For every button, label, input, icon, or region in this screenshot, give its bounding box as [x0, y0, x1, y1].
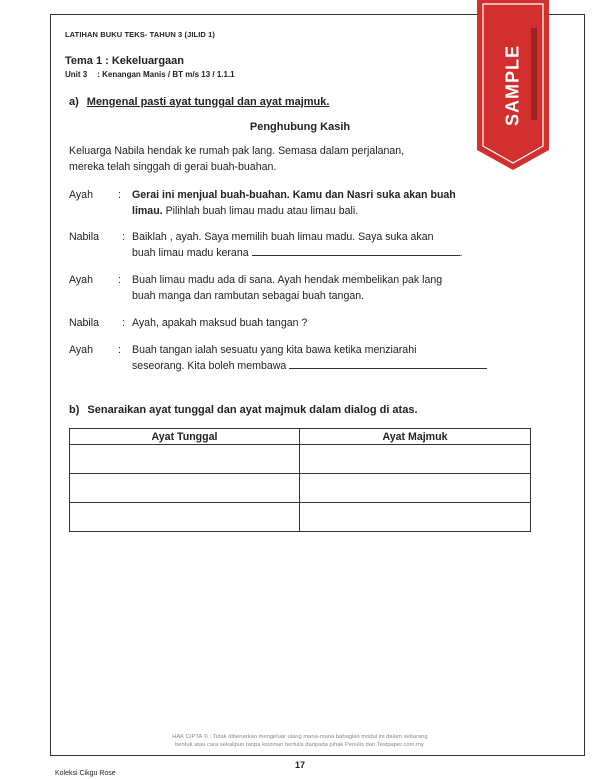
page-number: 17	[294, 760, 305, 770]
table-cell[interactable]	[300, 503, 531, 532]
dialog-text-line: Baiklah , ayah. Saya memilih buah limau madu. Saya suka akan	[132, 231, 434, 243]
speaker: Nabila	[69, 317, 100, 329]
dialog-text-line: Buah limau madu ada di sana. Ayah hendak membelikan pak lang	[132, 274, 443, 286]
paragraph-line: mereka telah singgah di gerai buah-buahan.	[69, 161, 277, 173]
table-row	[70, 474, 531, 503]
dialog-text-line: Gerai ini menjual buah-buahan. Kamu dan Nasri suka akan buah	[132, 189, 456, 201]
speaker: Ayah	[69, 274, 93, 286]
theme-title: Tema 1 : Kekeluargaan	[65, 55, 185, 67]
speaker-colon: :	[118, 189, 121, 201]
speaker: Nabila	[69, 231, 100, 243]
section-b-heading	[69, 404, 418, 416]
header-ayat-tunggal: Ayat Tunggal	[70, 429, 300, 445]
speaker-colon: :	[118, 274, 121, 286]
dialog-text	[132, 229, 532, 261]
dialog-text-line: seseorang. Kita boleh membawa	[132, 360, 287, 372]
dialog-text	[132, 272, 532, 304]
section-a-marker: a)	[69, 96, 79, 108]
dialog-text-line: Buah tangan ialah sesuatu yang kita bawa ketika menziarahi	[132, 344, 417, 356]
section-a-title: Mengenal pasti ayat tunggal dan ayat majmuk.	[86, 96, 330, 108]
dialog-text	[132, 315, 532, 331]
paragraph-line: Keluarga Nabila hendak ke rumah pak lang. Semasa dalam perjalanan,	[69, 145, 405, 157]
answer-blank[interactable]	[289, 359, 487, 369]
copyright-line: HAK CIPTA © : Tidak dibenarkan mengeluar ulang mana-mana bahagian modul ini dalam sebarang	[172, 734, 428, 740]
speaker: Ayah	[69, 189, 93, 201]
footer-credit: Koleksi Cikgu Rose	[55, 770, 116, 777]
document-header: LATIHAN BUKU TEKS- TAHUN 3 (JILID 1)	[65, 30, 215, 39]
table-cell[interactable]	[300, 445, 531, 474]
table-cell[interactable]	[70, 503, 300, 532]
section-a-heading	[69, 96, 329, 108]
speaker-colon: :	[122, 231, 125, 243]
table-cell[interactable]	[300, 474, 531, 503]
dialog-text-bold: limau.	[132, 205, 163, 217]
sentence-end: .	[459, 247, 463, 259]
dialog-text-line: buah limau madu kerana	[132, 247, 249, 259]
table-cell[interactable]	[70, 474, 300, 503]
section-b-marker: b)	[69, 404, 80, 416]
dialog-text	[132, 342, 532, 374]
dialog-text-line: buah manga dan rambutan sebagai buah tangan.	[132, 290, 365, 302]
story-title: Penghubung Kasih	[249, 121, 351, 133]
answer-blank[interactable]	[252, 246, 460, 256]
unit-line	[65, 70, 235, 79]
speaker-colon: :	[118, 344, 121, 356]
table-cell[interactable]	[70, 445, 300, 474]
table-row	[70, 445, 531, 474]
answer-table	[69, 428, 531, 532]
unit-label: Unit 3	[65, 70, 88, 79]
table-header-row	[70, 429, 531, 445]
copyright-line: bentuk atau cara sekalipun tanpa keizinan bertulis daripada pihak Penulis dan Testpaper.com.my.	[175, 742, 425, 748]
unit-detail: : Kenangan Manis / BT m/s 13 / 1.1.1	[97, 70, 235, 79]
dialog-text-line: Ayah, apakah maksud buah tangan ?	[132, 317, 308, 329]
copyright-notice	[0, 733, 600, 749]
dialog-text-rest: Pilihlah buah limau madu atau limau bali.	[162, 205, 359, 217]
speaker-colon: :	[122, 317, 125, 329]
stamp-label: SAMPLE	[502, 45, 523, 127]
dialog-text	[132, 187, 532, 219]
section-b-title: Senaraikan ayat tunggal dan ayat majmuk dalam dialog di atas.	[87, 404, 418, 416]
table-row	[70, 503, 531, 532]
story-paragraph	[69, 143, 489, 175]
header-ayat-majmuk: Ayat Majmuk	[300, 429, 531, 445]
speaker: Ayah	[69, 344, 93, 356]
